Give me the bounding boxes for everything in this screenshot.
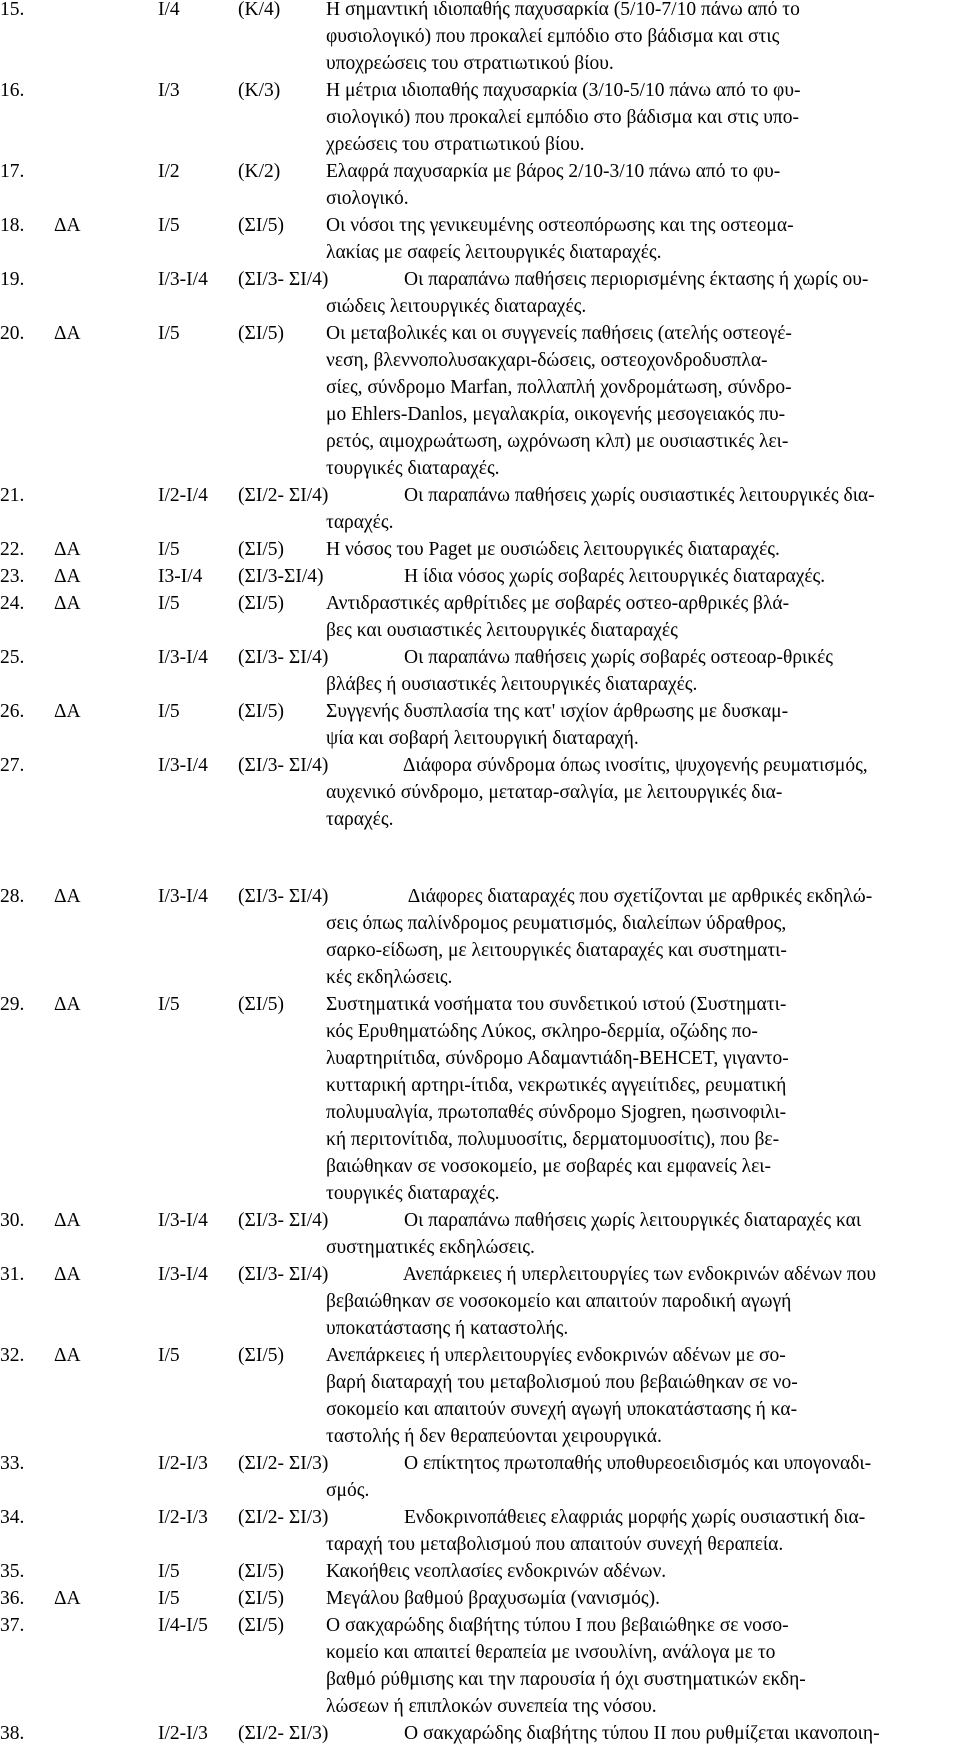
entry-category: (ΣΙ/3- ΣΙ/4) — [238, 755, 329, 776]
list-item — [0, 1342, 960, 1450]
description-line: βαρή διαταραχή του μεταβολισμού που βεβαιώθηκαν σε νο- — [326, 1372, 798, 1393]
entry-description — [326, 644, 960, 698]
entry-description — [326, 482, 960, 536]
entry-description — [326, 1342, 960, 1450]
entry-number: 25. — [0, 647, 25, 668]
entry-da-marker: ΔΑ — [54, 566, 81, 587]
description-line: πολυμυαλγία, πρωτοπαθές σύνδρομο Sjogren, ηωσινοφιλι- — [326, 1102, 787, 1123]
description-line: Η ίδια νόσος χωρίς σοβαρές λειτουργικές διαταραχές. — [326, 566, 826, 587]
entry-degree: Ι/4-Ι/5 — [158, 1615, 208, 1636]
description-line: συστηματικές εκδηλώσεις. — [326, 1237, 535, 1258]
description-line: κομείο και απαιτεί θεραπεία με ινσουλίνη, ανάλογα με το — [326, 1642, 776, 1663]
entry-degree: Ι/2-Ι/3 — [158, 1453, 208, 1474]
list-item — [0, 1720, 960, 1747]
description-line: λώσεων ή επιπλοκών συνεπεία της νόσου. — [326, 1696, 657, 1717]
list-item — [0, 1450, 960, 1504]
description-line: Διάφορες διαταραχές που σχετίζονται με αρθρικές εκδηλώ- — [326, 886, 873, 907]
entry-degree: Ι/3-Ι/4 — [158, 647, 208, 668]
description-line: Διάφορα σύνδρομα όπως ινοσίτις, ψυχογενής ρευματισμός, — [326, 755, 868, 776]
description-line: βεβαιώθηκαν σε νοσοκομείο και απαιτούν παροδική αγωγή — [326, 1291, 792, 1312]
entries-block — [0, 883, 960, 1747]
entry-number: 26. — [0, 701, 25, 722]
entry-description — [326, 212, 960, 266]
list-item — [0, 644, 960, 698]
entry-number: 19. — [0, 269, 25, 290]
entry-number: 35. — [0, 1561, 25, 1582]
description-line: Οι μεταβολικές και οι συγγενείς παθήσεις (ατελής οστεογέ- — [326, 323, 792, 344]
list-item — [0, 320, 960, 482]
entry-degree: Ι/5 — [158, 1345, 180, 1366]
entry-category: (ΣΙ/3- ΣΙ/4) — [238, 269, 329, 290]
description-line: Αντιδραστικές αρθρίτιδες με σοβαρές οστεο-αρθρικές βλά- — [326, 593, 790, 614]
description-line: σεις όπως παλίνδρομος ρευματισμός, διαλείπων ύδραθρος, — [326, 913, 787, 934]
description-line: βαθμό ρύθμισης και την παρουσία ή όχι συστηματικών εκδη- — [326, 1669, 806, 1690]
entry-degree: Ι/5 — [158, 1588, 180, 1609]
entry-description — [326, 1261, 960, 1342]
entry-description — [326, 883, 960, 991]
list-item — [0, 536, 960, 563]
description-line: σοκομείο και απαιτούν συνεχή αγωγή υποκατάστασης ή κα- — [326, 1399, 798, 1420]
entry-degree: Ι/4 — [158, 0, 180, 20]
entry-category: (ΣΙ/5) — [238, 215, 284, 236]
description-line: Συγγενής δυσπλασία της κατ' ισχίον άρθρωσης με δυσκαμ- — [326, 701, 789, 722]
list-item — [0, 1504, 960, 1558]
entry-description — [326, 266, 960, 320]
description-line: υποκατάστασης ή καταστολής. — [326, 1318, 569, 1339]
entry-category: (ΣΙ/3-ΣΙ/4) — [238, 566, 324, 587]
description-line: σίες, σύνδρομο Marfan, πολλαπλή χονδρομάτωση, σύνδρο- — [326, 377, 792, 398]
entry-number: 37. — [0, 1615, 25, 1636]
description-line: κή περιτονίτιδα, πολυμυοσίτις, δερματομυοσίτις), που βε- — [326, 1129, 780, 1150]
entry-description — [326, 752, 960, 833]
entry-number: 23. — [0, 566, 25, 587]
entry-description — [326, 1720, 960, 1747]
entry-category: (ΣΙ/5) — [238, 994, 284, 1015]
description-line: τουργικές διαταραχές. — [326, 1183, 500, 1204]
description-line: Κακοήθεις νεοπλασίες ενδοκρινών αδένων. — [326, 1561, 667, 1582]
description-line: Οι παραπάνω παθήσεις χωρίς σοβαρές οστεοαρ-θρικές — [326, 647, 834, 668]
list-item — [0, 1585, 960, 1612]
entry-degree: Ι/3-Ι/4 — [158, 269, 208, 290]
entry-number: 28. — [0, 886, 25, 907]
description-line: Ο επίκτητος πρωτοπαθής υποθυρεοειδισμός και υπογοναδι- — [326, 1453, 872, 1474]
description-line: ταραχές. — [326, 512, 394, 533]
list-item — [0, 1612, 960, 1720]
description-line: Οι νόσοι της γενικευμένης οστεοπόρωσης και της οστεομα- — [326, 215, 794, 236]
description-line: νεση, βλεννοπολυσακχαρι-δώσεις, οστεοχονδροδυσπλα- — [326, 350, 768, 371]
entry-category: (ΣΙ/5) — [238, 1345, 284, 1366]
list-item — [0, 77, 960, 158]
description-line: βαιώθηκαν σε νοσοκομείο, με σοβαρές και εμφανείς λει- — [326, 1156, 772, 1177]
description-line: Ενδοκρινοπάθειες ελαφριάς μορφής χωρίς ουσιαστική δια- — [326, 1507, 866, 1528]
entry-description — [326, 536, 960, 563]
entry-da-marker: ΔΑ — [54, 994, 81, 1015]
entry-da-marker: ΔΑ — [54, 1588, 81, 1609]
entry-description — [326, 1450, 960, 1504]
description-line: φυσιολογικό) που προκαλεί εμπόδιο στο βάδισμα και στις — [326, 26, 780, 47]
list-item — [0, 698, 960, 752]
entry-number: 34. — [0, 1507, 25, 1528]
description-line: Η σημαντική ιδιοπαθής παχυσαρκία (5/10-7/10 πάνω από το — [326, 0, 800, 20]
entry-degree: Ι/3-Ι/4 — [158, 886, 208, 907]
entry-category: (ΣΙ/3- ΣΙ/4) — [238, 1210, 329, 1231]
entry-category: (ΣΙ/5) — [238, 593, 284, 614]
description-line: Οι παραπάνω παθήσεις χωρίς λειτουργικές διαταραχές και — [326, 1210, 862, 1231]
entry-category: (ΣΙ/5) — [238, 1561, 284, 1582]
description-line: Ο σακχαρώδης διαβήτης τύπου ΙΙ που ρυθμίζεται ικανοποιη- — [326, 1723, 880, 1744]
entry-number: 31. — [0, 1264, 25, 1285]
entry-description — [326, 1585, 960, 1612]
entry-da-marker: ΔΑ — [54, 323, 81, 344]
entry-degree: Ι/2-Ι/4 — [158, 485, 208, 506]
description-line: Η νόσος του Paget με ουσιώδεις λειτουργικές διαταραχές. — [326, 539, 780, 560]
entry-category: (Κ/3) — [238, 80, 281, 101]
description-line: ταραχές. — [326, 809, 394, 830]
description-line: σιολογικό) που προκαλεί εμπόδιο στο βάδισμα και στις υπο- — [326, 107, 800, 128]
entry-description — [326, 320, 960, 482]
description-line: σιολογικό. — [326, 188, 409, 209]
entry-da-marker: ΔΑ — [54, 886, 81, 907]
description-line: ρετός, αιμοχρωάτωση, ωχρόνωση κλπ) με ουσιαστικές λει- — [326, 431, 789, 452]
description-line: Ελαφρά παχυσαρκία με βάρος 2/10-3/10 πάνω από το φυ- — [326, 161, 781, 182]
entry-description — [326, 1558, 960, 1585]
entry-da-marker: ΔΑ — [54, 1210, 81, 1231]
description-line: κυτταρική αρτηρι-ίτιδα, νεκρωτικές αγγειίτιδες, ρευματική — [326, 1075, 787, 1096]
entry-degree: Ι/2-Ι/3 — [158, 1723, 208, 1744]
list-item — [0, 563, 960, 590]
entry-number: 36. — [0, 1588, 25, 1609]
entry-degree: Ι/3 — [158, 80, 180, 101]
entry-number: 20. — [0, 323, 25, 344]
entry-description — [326, 991, 960, 1207]
entry-da-marker: ΔΑ — [54, 215, 81, 236]
entry-da-marker: ΔΑ — [54, 701, 81, 722]
entry-category: (ΣΙ/3- ΣΙ/4) — [238, 1264, 329, 1285]
entry-degree: Ι/5 — [158, 593, 180, 614]
description-line: αυχενικό σύνδρομο, μεταταρ-σαλγία, με λειτουργικές δια- — [326, 782, 783, 803]
description-line: Ανεπάρκειες ή υπερλειτουργίες ενδοκρινών αδένων με σο- — [326, 1345, 786, 1366]
entry-description — [326, 590, 960, 644]
description-line: Μεγάλου βαθμού βραχυσωμία (νανισμός). — [326, 1588, 661, 1609]
entry-number: 15. — [0, 0, 25, 20]
entry-number: 32. — [0, 1345, 25, 1366]
list-item — [0, 1261, 960, 1342]
description-line: ταραχή του μεταβολισμού που απαιτούν συνεχή θεραπεία. — [326, 1534, 784, 1555]
entry-category: (ΣΙ/5) — [238, 1588, 284, 1609]
entry-number: 16. — [0, 80, 25, 101]
entry-category: (Κ/2) — [238, 161, 281, 182]
entry-category: (ΣΙ/2- ΣΙ/4) — [238, 485, 329, 506]
entry-da-marker: ΔΑ — [54, 1345, 81, 1366]
entry-number: 33. — [0, 1453, 25, 1474]
description-line: βες και ουσιαστικές λειτουργικές διαταραχές — [326, 620, 678, 641]
entry-degree: Ι/2-Ι/3 — [158, 1507, 208, 1528]
description-line: κές εκδηλώσεις. — [326, 967, 453, 988]
description-line: Συστηματικά νοσήματα του συνδετικού ιστού (Συστηματι- — [326, 994, 787, 1015]
entry-degree: Ι3-Ι/4 — [158, 566, 203, 587]
description-line: ταστολής ή δεν θεραπεύονται χειρουργικά. — [326, 1426, 662, 1447]
description-line: τουργικές διαταραχές. — [326, 458, 500, 479]
entry-description — [326, 77, 960, 158]
description-line: λυαρτηριίτιδα, σύνδρομο Αδαμαντιάδη-BEHCET, γιγαντο- — [326, 1048, 789, 1069]
entry-degree: Ι/3-Ι/4 — [158, 755, 208, 776]
list-item — [0, 158, 960, 212]
entry-da-marker: ΔΑ — [54, 593, 81, 614]
description-line: σιώδεις λειτουργικές διαταραχές. — [326, 296, 587, 317]
entry-degree: Ι/3-Ι/4 — [158, 1210, 208, 1231]
description-line: υποχρεώσεις του στρατιωτικού βίου. — [326, 53, 614, 74]
description-line: Η μέτρια ιδιοπαθής παχυσαρκία (3/10-5/10 πάνω από το φυ- — [326, 80, 801, 101]
entry-number: 24. — [0, 593, 25, 614]
list-item — [0, 266, 960, 320]
entry-number: 17. — [0, 161, 25, 182]
description-line: Οι παραπάνω παθήσεις χωρίς ουσιαστικές λειτουργικές δια- — [326, 485, 875, 506]
entry-degree: Ι/5 — [158, 215, 180, 236]
list-item — [0, 590, 960, 644]
entry-degree: Ι/5 — [158, 1561, 180, 1582]
entry-number: 21. — [0, 485, 25, 506]
list-item — [0, 1558, 960, 1585]
entry-category: (ΣΙ/5) — [238, 1615, 284, 1636]
entry-category: (ΣΙ/3- ΣΙ/4) — [238, 886, 329, 907]
list-item — [0, 1207, 960, 1261]
description-line: χρεώσεις του στρατιωτικού βίου. — [326, 134, 585, 155]
entry-da-marker: ΔΑ — [54, 539, 81, 560]
entry-description — [326, 698, 960, 752]
list-item — [0, 991, 960, 1207]
entry-category: (Κ/4) — [238, 0, 281, 20]
description-line: βλάβες ή ουσιαστικές λειτουργικές διαταραχές. — [326, 674, 698, 695]
list-item — [0, 482, 960, 536]
description-line: μο Ehlers-Danlos, μεγαλακρία, οικογενής μεσογειακός πυ- — [326, 404, 786, 425]
entry-category: (ΣΙ/3- ΣΙ/4) — [238, 647, 329, 668]
description-line: Ο σακχαρώδης διαβήτης τύπου Ι που βεβαιώθηκε σε νοσο- — [326, 1615, 789, 1636]
entry-description — [326, 563, 960, 590]
entry-category: (ΣΙ/5) — [238, 701, 284, 722]
entry-category: (ΣΙ/5) — [238, 323, 284, 344]
entry-degree: Ι/5 — [158, 994, 180, 1015]
entry-degree: Ι/5 — [158, 323, 180, 344]
entry-number: 30. — [0, 1210, 25, 1231]
entry-description — [326, 1207, 960, 1261]
list-item — [0, 212, 960, 266]
entry-da-marker: ΔΑ — [54, 1264, 81, 1285]
description-line: σμός. — [326, 1480, 370, 1501]
description-line: σαρκο-είδωση, με λειτουργικές διαταραχές και συστηματι- — [326, 940, 787, 961]
entries-block — [0, 0, 960, 833]
description-line: Οι παραπάνω παθήσεις περιορισμένης έκτασης ή χωρίς ου- — [326, 269, 869, 290]
entry-degree: Ι/5 — [158, 701, 180, 722]
entry-category: (ΣΙ/2- ΣΙ/3) — [238, 1453, 329, 1474]
list-item — [0, 883, 960, 991]
entry-number: 22. — [0, 539, 25, 560]
description-line: ψία και σοβαρή λειτουργική διαταραχή. — [326, 728, 639, 749]
entry-description — [326, 1504, 960, 1558]
list-item — [0, 752, 960, 833]
entry-degree: Ι/2 — [158, 161, 180, 182]
entry-degree: Ι/3-Ι/4 — [158, 1264, 208, 1285]
entry-degree: Ι/5 — [158, 539, 180, 560]
entry-number: 29. — [0, 994, 25, 1015]
description-line: κός Ερυθηματώδης Λύκος, σκληρο-δερμία, οζώδης πο- — [326, 1021, 758, 1042]
entry-category: (ΣΙ/2- ΣΙ/3) — [238, 1723, 329, 1744]
entry-category: (ΣΙ/5) — [238, 539, 284, 560]
entry-description — [326, 1612, 960, 1720]
entry-number: 18. — [0, 215, 25, 236]
entry-description — [326, 158, 960, 212]
entry-number: 38. — [0, 1723, 25, 1744]
list-item — [0, 0, 960, 77]
entry-category: (ΣΙ/2- ΣΙ/3) — [238, 1507, 329, 1528]
entry-description — [326, 0, 960, 77]
description-line: λακίας με σαφείς λειτουργικές διαταραχές. — [326, 242, 662, 263]
entry-number: 27. — [0, 755, 25, 776]
description-line: Ανεπάρκειες ή υπερλειτουργίες των ενδοκρινών αδένων που — [326, 1264, 877, 1285]
